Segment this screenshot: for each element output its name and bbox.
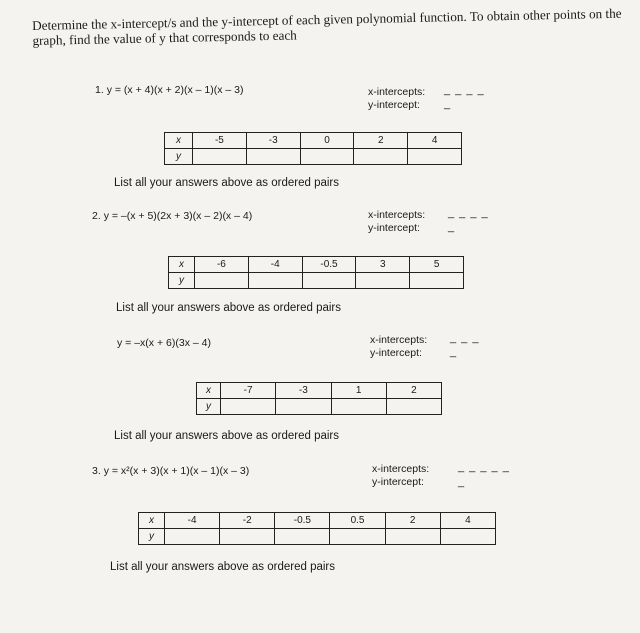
problem-3-list-note: List all your answers above as ordered pairs — [110, 561, 336, 573]
x-value: -5 — [193, 133, 247, 149]
x-value: -4 — [248, 257, 302, 273]
x-value: 3 — [356, 257, 410, 273]
problem-2-list-note: List all your answers above as ordered pairs — [116, 302, 342, 314]
x-header: x — [169, 257, 195, 273]
y-answer-cell[interactable] — [275, 529, 330, 545]
x-value: 4 — [408, 133, 462, 149]
problem-3-x-blanks[interactable]: _ _ _ _ _ — [458, 461, 510, 473]
problem-3-y-blank[interactable]: _ — [458, 476, 466, 488]
problem-extra-x-intercepts-label: x-intercepts: — [370, 334, 428, 346]
problem-extra-y-blank[interactable]: _ — [450, 346, 458, 358]
y-answer-cell[interactable] — [300, 149, 354, 165]
problem-3-number: 3. — [92, 465, 101, 477]
problem-2-y-blank[interactable]: _ — [448, 221, 456, 233]
x-value: 1 — [331, 383, 386, 399]
y-answer-cell[interactable] — [331, 399, 386, 415]
problem-extra-intercepts — [370, 334, 427, 360]
problem-1-x-intercepts-label: x-intercepts: — [368, 86, 426, 98]
problem-extra-y-row — [197, 399, 442, 415]
problem-2-function: y = –(x + 5)(2x + 3)(x – 2)(x – 4) — [103, 210, 253, 222]
problem-extra-list-note: List all your answers above as ordered pairs — [114, 430, 340, 442]
problem-extra-y-intercept-label: y-intercept: — [370, 347, 422, 359]
x-value: 2 — [354, 133, 408, 149]
x-value: -2 — [220, 513, 275, 529]
y-answer-cell[interactable] — [330, 529, 385, 545]
y-answer-cell[interactable] — [195, 273, 249, 289]
problem-1-x-row — [165, 133, 462, 149]
problem-2-x-blanks[interactable]: _ _ _ _ — [448, 207, 489, 219]
y-answer-cell[interactable] — [408, 149, 462, 165]
y-answer-cell[interactable] — [385, 529, 440, 545]
instructions: Determine the x-intercept/s and the y-intercept of each given polynomial function. To obtain other points on the graph, find the value of y that corresponds to each — [32, 5, 622, 48]
problem-1-y-intercept-label: y-intercept: — [368, 99, 420, 111]
problem-1-equation — [95, 84, 244, 96]
x-value: 5 — [410, 257, 464, 273]
x-header: x — [165, 133, 193, 149]
x-value: -7 — [221, 383, 276, 399]
y-header: y — [139, 529, 165, 545]
y-header: y — [169, 273, 195, 289]
problem-1-y-row — [165, 149, 462, 165]
problem-extra-x-row — [197, 383, 442, 399]
problem-3-function: y = x²(x + 3)(x + 1)(x – 1)(x – 3) — [103, 465, 250, 477]
problem-2-equation — [92, 210, 252, 222]
problem-2-number: 2. — [92, 210, 101, 222]
problem-1-x-blanks[interactable]: _ _ _ _ — [444, 84, 485, 96]
y-header: y — [165, 149, 193, 165]
problem-2-table — [168, 256, 464, 289]
problem-3-table — [138, 512, 496, 545]
problem-2-y-row — [169, 273, 464, 289]
problem-2-y-intercept-label: y-intercept: — [368, 222, 420, 234]
problem-extra-table — [196, 382, 442, 415]
x-value: -6 — [195, 257, 249, 273]
y-answer-cell[interactable] — [165, 529, 220, 545]
y-answer-cell[interactable] — [221, 399, 276, 415]
problem-1-list-note: List all your answers above as ordered pairs — [114, 177, 340, 189]
problem-2-intercepts — [368, 209, 425, 235]
problem-3-intercepts — [372, 463, 429, 489]
y-answer-cell[interactable] — [276, 399, 331, 415]
x-value: 4 — [440, 513, 495, 529]
problem-1-function: y = (x + 4)(x + 2)(x – 1)(x – 3) — [106, 84, 244, 96]
y-answer-cell[interactable] — [440, 529, 495, 545]
problem-1-table — [164, 132, 462, 165]
y-header: y — [197, 399, 221, 415]
problem-extra-x-blanks[interactable]: _ _ _ — [450, 332, 480, 344]
problem-1-y-blank[interactable]: _ — [444, 98, 452, 110]
x-header: x — [139, 513, 165, 529]
x-value: -0.5 — [275, 513, 330, 529]
x-value: 2 — [385, 513, 440, 529]
x-value: -4 — [165, 513, 220, 529]
y-answer-cell[interactable] — [410, 273, 464, 289]
x-value: -3 — [246, 133, 300, 149]
problem-2-x-intercepts-label: x-intercepts: — [368, 209, 426, 221]
problem-3-x-intercepts-label: x-intercepts: — [372, 463, 430, 475]
x-value: 0 — [300, 133, 354, 149]
y-answer-cell[interactable] — [386, 399, 441, 415]
x-value: -3 — [276, 383, 331, 399]
problem-1-intercepts — [368, 86, 425, 112]
y-answer-cell[interactable] — [193, 149, 247, 165]
x-header: x — [197, 383, 221, 399]
y-answer-cell[interactable] — [302, 273, 356, 289]
problem-3-x-row — [139, 513, 496, 529]
y-answer-cell[interactable] — [246, 149, 300, 165]
y-answer-cell[interactable] — [248, 273, 302, 289]
problem-extra-equation — [117, 337, 211, 349]
y-answer-cell[interactable] — [354, 149, 408, 165]
x-value: 2 — [386, 383, 441, 399]
y-answer-cell[interactable] — [356, 273, 410, 289]
problem-3-y-intercept-label: y-intercept: — [372, 476, 424, 488]
problem-3-equation — [92, 465, 249, 477]
y-answer-cell[interactable] — [220, 529, 275, 545]
problem-extra-function: y = –x(x + 6)(3x – 4) — [117, 337, 211, 349]
x-value: 0.5 — [330, 513, 385, 529]
problem-3-y-row — [139, 529, 496, 545]
x-value: -0.5 — [302, 257, 356, 273]
problem-1-number: 1. — [95, 84, 104, 96]
problem-2-x-row — [169, 257, 464, 273]
